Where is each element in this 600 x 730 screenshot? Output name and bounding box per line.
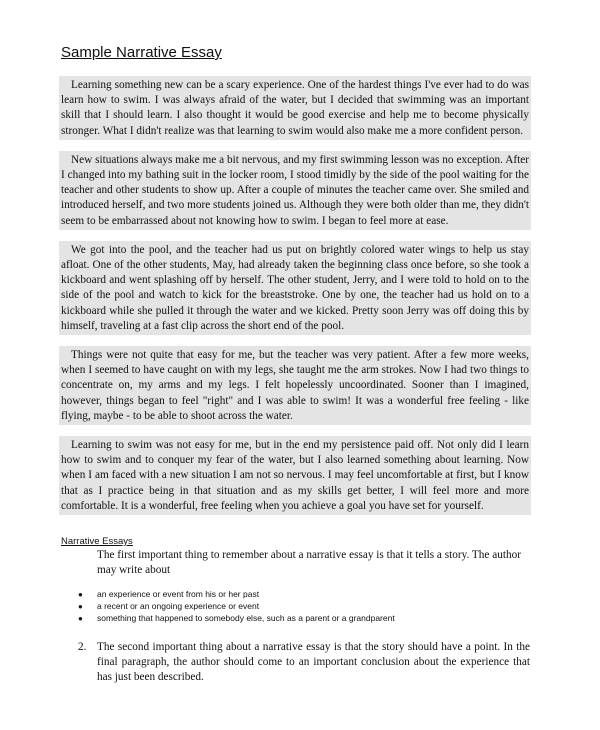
essay-paragraph-4: Things were not quite that easy for me, but the teacher was very patient. After a few more weeks, when I seemed to have caught on with my legs, she taught me the arm strokes. Now I had two things to concentrate on, my arms and my legs. I felt hopelessly uncoordinated. Sooner than I imagined, however, things began to feel "right" and I was able to swim! It was a wonderful free feeling - like flying, maybe - to be able to shoot across the water. [59, 346, 531, 425]
point-two-text: The second important thing about a narrative essay is that the story should have a point. In the final paragraph, the author should come to an important conclusion about the experience that has just been described. [97, 641, 530, 684]
essay-paragraph-2: New situations always make me a bit nervous, and my first swimming lesson was no exception. After I changed into my bathing suit in the locker room, I stood timidly by the side of the pool waiting for the teacher and other students to show up. After a couple of minutes the teacher came over. She smiled and introduced herself, and two more students joined us. Although they were both older than me, they didn't seem to be embarrassed about not knowing how to swim. I began to feel more at ease. [59, 151, 531, 230]
document-title: Sample Narrative Essay [61, 44, 222, 61]
numbered-item-2 [78, 640, 530, 686]
bullet-icon: ● [78, 613, 83, 623]
item-number: 2. [78, 641, 87, 653]
bullet-icon: ● [78, 590, 83, 599]
essay-paragraph-5: Learning to swim was not easy for me, but in the end my persistence paid off. Not only did I learn how to swim and to conquer my fear of the water, but I also learned something about learning. Now when I am faced with a new situation I am not so nervous. I may feel uncomfortable at first, but I know that as I practice being in that situation and as my skills get better, I will feel more and more comfortable. It is a wonderful, free feeling when you achieve a goal you have set for yourself. [59, 436, 531, 515]
essay-paragraph-1: Learning something new can be a scary experience. One of the hardest things I've ever had to do was learn how to swim. I was always afraid of the water, but I decided that swimming was an important skill that I should learn. I also thought it would be good exercise and help me to become physically stronger. What I didn't realize was that learning to swim would also make me a more confident person. [59, 76, 531, 140]
point-one-text: The first important thing to remember about a narrative essay is that it tells a story. The author may write about [97, 549, 521, 577]
bullet-text: an experience or event from his or her past [97, 589, 260, 599]
essay-paragraph-3: We got into the pool, and the teacher had us put on brightly colored water wings to help us stay afloat. One of the other students, May, had already taken the beginning class once before, so she took a kickboard and went splashing off by herself. The other student, Jerry, and I were told to hold on to the side of the pool and watch to kick for the breaststroke. One by one, the teacher had us hold on to a kickboard while she pulled it through the water and we kicked. Pretty soon Jerry was off doing this by himself, traveling at a fast clip across the short end of the pool. [59, 241, 531, 335]
bullet-item [78, 589, 538, 601]
section-heading: Narrative Essays [61, 536, 133, 547]
bullet-list [78, 589, 538, 624]
bullet-text: something that happened to somebody else, such as a parent or a grandparent [97, 612, 395, 623]
essay-body [59, 76, 531, 526]
bullet-item [78, 601, 538, 613]
bullet-text: a recent or an ongoing experience or event [97, 600, 260, 611]
bullet-icon: ● [78, 601, 83, 611]
bullet-item [78, 613, 538, 625]
